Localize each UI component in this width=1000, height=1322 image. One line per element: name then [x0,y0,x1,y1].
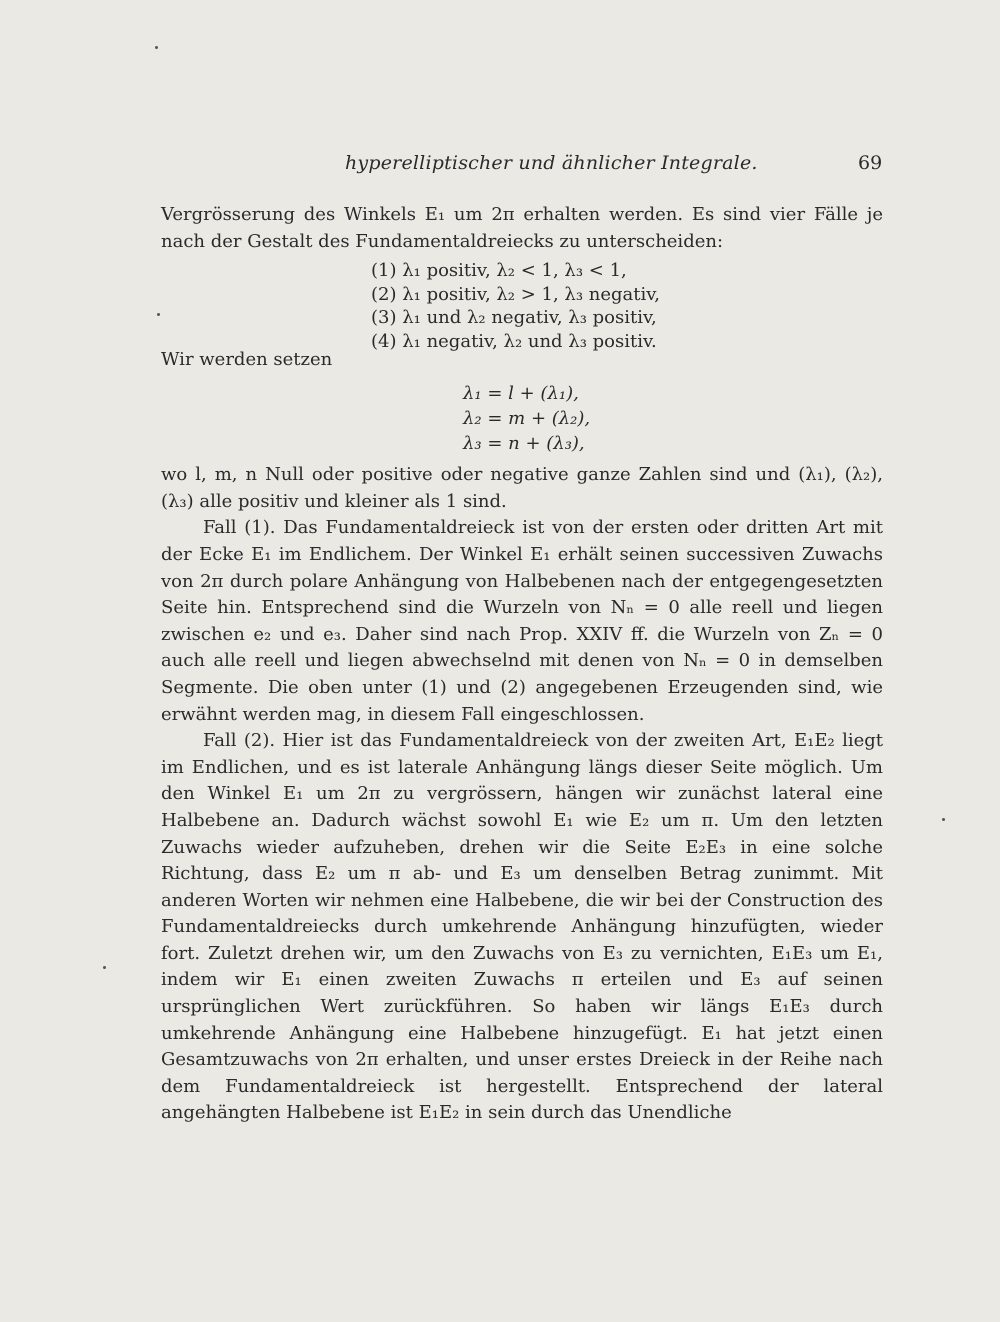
equation: λ₁ = l + (λ₁), [463,383,579,405]
paper-speck [942,818,945,821]
case-item: (2) λ₁ positiv, λ₂ > 1, λ₃ negativ, [371,283,661,305]
after-equations-paragraph: wo l, m, n Null oder positive oder negative ganze Zahlen sind und (λ₁), (λ₂), (λ₃) alle positiv und kleiner als 1 sind. [161,464,883,512]
intro-paragraph: Vergrösserung des Winkels E₁ um 2π erhalten werden. Es sind vier Fälle je nach der Gestalt des Fundamentaldreiecks zu unterscheiden: [161,204,883,252]
setzen-label: Wir werden setzen [161,349,333,371]
paper-speck [155,46,158,49]
running-head-title: hyperelliptischer und ähnlicher Integrale. [345,152,758,174]
equation-block [463,381,883,456]
case-list [371,259,883,353]
paper-speck [103,966,106,969]
setzen-row [161,349,883,381]
fall-1-paragraph: Fall (1). Das Fundamentaldreieck ist von der ersten oder dritten Art mit der Ecke E₁ im Endlichem. Der Winkel E₁ erhält seinen successiven Zuwachs von 2π durch polare Anhängung von Halbebenen nach der entgegengesetzten Seite hin. Entsprechend sind die Wurzeln von Nₙ = 0 alle reell und liegen zwischen e₂ und e₃. Daher sind nach Prop. XXIV ff. die Wurzeln von Zₙ = 0 auch alle reell und liegen abwechselnd mit denen von Nₙ = 0 in demselben Segmente. Die oben unter (1) und (2) angegebenen Erzeugenden sind, wie erwähnt werden mag, in diesem Fall eingeschlossen. [161,517,883,725]
body-text [161,202,883,1127]
paper-speck [157,313,160,316]
page-number: 69 [858,152,883,174]
case-item: (1) λ₁ positiv, λ₂ < 1, λ₃ < 1, [371,260,627,282]
case-item: (4) λ₁ negativ, λ₂ und λ₃ positiv. [371,330,657,352]
case-item: (3) λ₁ und λ₂ negativ, λ₃ positiv, [371,307,657,329]
equation: λ₂ = m + (λ₂), [463,408,591,430]
running-head [0,152,1000,182]
equation: λ₃ = n + (λ₃), [463,433,585,455]
fall-2-paragraph: Fall (2). Hier ist das Fundamentaldreieck von der zweiten Art, E₁E₂ liegt im Endlichen, und es ist laterale Anhängung längs dieser Seite möglich. Um den Winkel E₁ um 2π zu vergrössern, hängen wir zunächst lateral eine Halbebene an. Dadurch wächst sowohl E₁ wie E₂ um π. Um den letzten Zuwachs wieder aufzuheben, drehen wir die Seite E₂E₃ in eine solche Richtung, dass E₂ um π ab- und E₃ um denselben Betrag zunimmt. Mit anderen Worten wir nehmen eine Halbebene, die wir bei der Construction des Fundamentaldreiecks durch umkehrende Anhängung hinzufügten, wieder fort. Zuletzt drehen wir, um den Zuwachs von E₃ zu vernichten, E₁E₃ um E₁, indem wir E₁ einen zweiten Zuwachs π erteilen und E₃ auf seinen ursprünglichen Wert zurückführen. So haben wir längs E₁E₃ durch umkehrende Anhängung eine Halbebene hinzugefügt. E₁ hat jetzt einen Gesamtzuwachs von 2π erhalten, und unser erstes Dreieck in der Reihe nach dem Fundamentaldreieck ist hergestellt. Entsprechend der lateral angehängten Halbebene ist E₁E₂ in sein durch das Unendliche [161,730,883,1124]
